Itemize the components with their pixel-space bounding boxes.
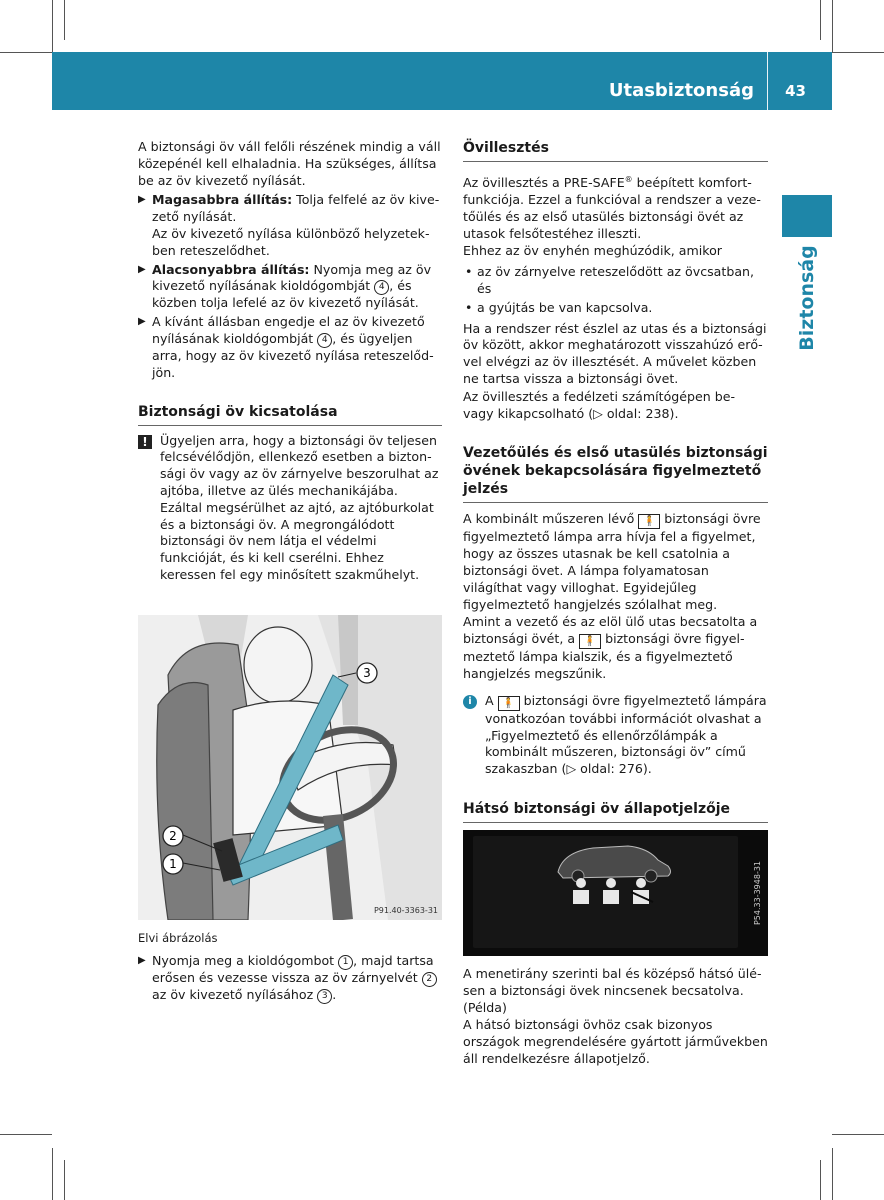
right-lower (463, 966, 768, 1069)
figure-caption: Elvi ábrázolás (138, 931, 218, 945)
crop-mark (832, 0, 833, 52)
callout-number: 4 (317, 333, 332, 348)
info-icon: i (463, 695, 477, 709)
arrow-icon: ▶ (138, 316, 146, 328)
crop-mark (52, 1148, 53, 1200)
crop-mark (820, 1160, 821, 1200)
instruction-step: ▶ Nyomja meg a kioldógombot 1 , majd tartsa erősen és vezesse vissza az öv zárnyelvét 2 az öv kivezető nyílásához 3 . (138, 953, 442, 1004)
callout-2: 2 (169, 829, 177, 843)
page-number: 43 (785, 82, 806, 100)
paragraph: Az övillesztés a fedélzeti számítógépen be- vagy kikapcsolható (▷ oldal: 238). (463, 388, 736, 421)
left-column (138, 139, 442, 584)
warning-icon: ! (138, 435, 152, 449)
callout-3: 3 (363, 666, 371, 680)
figure-code: P91.40-3363-31 (373, 906, 438, 915)
crop-mark (52, 0, 53, 52)
list-item: • az öv zárnyelve reteszelődött az övcsatban, és (465, 264, 755, 296)
crop-mark (0, 52, 52, 53)
section-heading: Biztonsági öv kicsatolása (138, 403, 442, 426)
paragraph: Ha a rendszer rést észlel az utas és a biztonsági öv között, akkor meghatározott visszahúzó erővel elvégzi az öv illesztését. A művelet közben ne tartsa vissza a biztonsági övet. (463, 320, 767, 386)
left-lower (138, 930, 442, 1006)
paragraph: Ehhez az öv enyhén meghúzódik, amikor (463, 243, 722, 259)
callout-number: 4 (374, 280, 389, 295)
paragraph: A menetirány szerinti bal és középső hátsó ülésen a biztonsági övek nincsenek becsatolva. (Példa) (463, 966, 762, 1015)
seatbelt-warning-icon: 🧍 (579, 634, 601, 649)
list-item: • a gyújtás be van kapcsolva. (465, 299, 653, 315)
warning-note: ! Ügyeljen arra, hogy a biztonsági öv teljesen felcsévélődjön, ellenkező esetben a biztonsági öv vagy az öv zárnyelve beszorulhat az ajtóba, illetve az ülés mechanikájába. Ezáltal megsérülhet az ajtó, az ajtóburkolat és a biztonsági öv. A megrongálódott biztonsági öv nem látja el védelmi funkcióját, és ki kell cserélni. Ehhez keressen fel egy minősített szakműhelyt. (138, 433, 442, 584)
crop-mark (64, 1160, 65, 1200)
status-display-figure (463, 830, 768, 956)
crop-mark (64, 0, 65, 40)
crop-mark (832, 52, 884, 53)
crop-mark (832, 1134, 884, 1135)
step-note: Az öv kivezető nyílása különböző helyzetekben reteszelődhet. (152, 225, 430, 258)
instruction-step: ▶ Alacsonyabbra állítás: Nyomja meg az öv kivezető nyílásának kioldógombját 4 , és közben tolja lefelé az öv kivezető nyílását. (138, 261, 432, 311)
figure-code: P54.33-3948-31 (753, 860, 762, 926)
seatbelt-warning-icon: 🧍 (498, 696, 520, 711)
arrow-icon: ▶ (138, 954, 146, 966)
paragraph: Amint a vezető és az elöl ülő utas becsatolta a biztonsági övét, a 🧍 biztonsági övre figyelmeztető lámpa kialszik, és a figyelmeztető hangjelzés megszűnik. (463, 614, 758, 681)
callout-1: 1 (169, 857, 177, 871)
seat-belt-figure (138, 615, 442, 920)
rear-belt-status-display (463, 830, 768, 956)
side-tab-label: Biztonság (796, 245, 818, 351)
paragraph: Az övillesztés a PRE-SAFE® beépített komfortfunkciója. Ezzel a funkcióval a rendszer a vezetőülés és az első utasülés biztonsági övét az utasok felsőtestéhez illeszti. (463, 175, 761, 241)
seatbelt-illustration (138, 615, 442, 920)
crop-mark (0, 1134, 52, 1135)
instruction-step: ▶ A kívánt állásban engedje el az öv kivezető nyílásának kioldógombját 4 , és ügyeljen arra, hogy az öv kivezető nyílása reteszelődjön. (138, 314, 434, 380)
crop-mark (820, 0, 821, 40)
section-heading: Vezetőülés és első utasülés biztonsági övének bekapcsolására figyelmeztető jelzés (463, 444, 768, 503)
instruction-step: ▶ Magasabbra állítás: Tolja felfelé az öv kivezető nyílását. Az öv kivezető nyílása különböző helyzetekben reteszelődhet. (138, 192, 442, 259)
intro-paragraph: A biztonsági öv váll felőli részének mindig a váll közepénél kell elhaladnia. Ha szükséges, állítsa be az öv kivezető nyílását. (138, 139, 441, 188)
right-column (463, 139, 768, 823)
arrow-icon: ▶ (138, 194, 146, 206)
section-heading: Övillesztés (463, 139, 768, 162)
arrow-icon: ▶ (138, 263, 146, 275)
section-title: Utasbiztonság (608, 80, 754, 101)
page-header (52, 52, 832, 110)
seatbelt-warning-icon: 🧍 (638, 514, 660, 529)
paragraph: A kombinált műszeren lévő 🧍 biztonsági övre figyelmeztető lámpa arra hívja fel a figyelmet, hogy az összes utasnak be kell csatolnia a biztonsági övet. A lámpa folyamatosan világíthat vagy villoghat. Egyidejűleg figyelmeztető hangjelzés szólalhat meg. (463, 511, 761, 612)
paragraph: A hátsó biztonsági övhöz csak bizonyos országok megrendelésére gyártott járművekben áll rendelkezésre állapotjelző. (463, 1017, 768, 1066)
header-divider (767, 52, 768, 110)
crop-mark (832, 1148, 833, 1200)
section-heading: Hátsó biztonsági öv állapotjelzője (463, 800, 768, 823)
info-note: i A 🧍 biztonsági övre figyelmeztető lámpára vonatkozóan további információt olvashat a „Figyelmeztető és ellenőrzőlámpák a kombinált műszeren, biztonsági öv” című szakaszban (▷ oldal: 276). (463, 693, 768, 778)
side-tab-marker (782, 195, 832, 237)
